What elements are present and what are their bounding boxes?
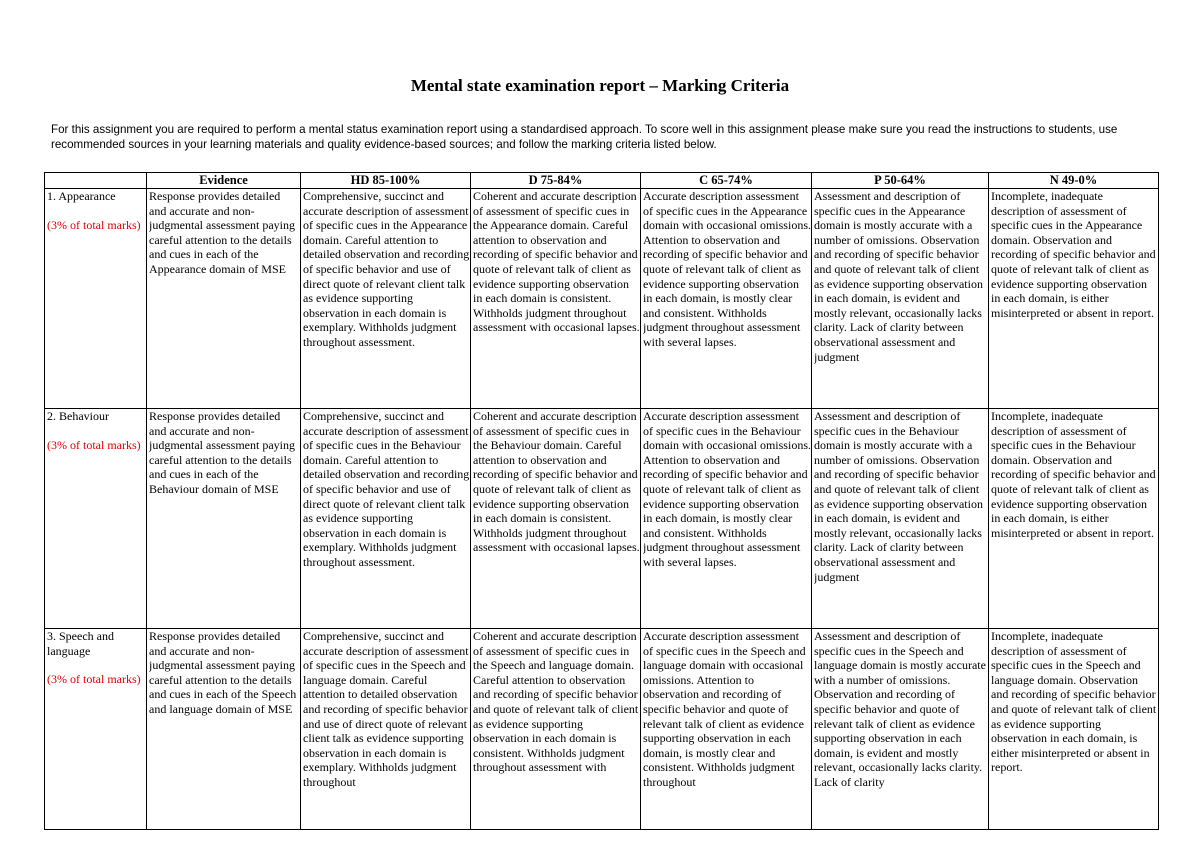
- marks-weight: (3% of total marks): [47, 217, 141, 232]
- d-cell: Coherent and accurate description of assessment of specific cues in the Behaviour domain. Careful attention to observation and recording of specific behavior and quote of relevant talk of client as evidence supporting observation in each domain is consistent. Withholds judgment throughout assessment with occasional lapses.: [471, 409, 641, 629]
- header-n: N 49-0%: [989, 173, 1159, 189]
- table-header-row: [45, 173, 1159, 189]
- d-cell: Coherent and accurate description of assessment of specific cues in the Speech and language domain. Careful attention to observation and recording of specific behavior and quote of relevant talk of client as evidence supporting observation in each domain is consistent. Withholds judgment throughout assessment with: [471, 629, 641, 830]
- n-cell: Incomplete, inadequate description of assessment of specific cues in the Speech and language domain. Observation and recording of specific behavior and quote of relevant talk of client as evidence supporting observation in each domain, is either misinterpreted or absent in report.: [989, 629, 1159, 830]
- criterion-cell: [45, 409, 147, 629]
- header-evidence: Evidence: [147, 173, 301, 189]
- evidence-cell: Response provides detailed and accurate and non-judgmental assessment paying careful attention to the details and cues in each of the Behaviour domain of MSE: [147, 409, 301, 629]
- table-row: [45, 629, 1159, 830]
- header-c: C 65-74%: [641, 173, 812, 189]
- document-title: Mental state examination report – Marking Criteria: [410, 76, 790, 95]
- marks-weight: (3% of total marks): [47, 437, 141, 452]
- header-hd: HD 85-100%: [301, 173, 471, 189]
- intro-paragraph: For this assignment you are required to perform a mental status examination report using a standardised approach. To score well in this assignment please make sure you read the instructions to students, use recommended sources in your learning materials and quality evidence-based sources; and follow the marking criteria listed below.: [51, 123, 1118, 151]
- header-d: D 75-84%: [471, 173, 641, 189]
- n-cell: Incomplete, inadequate description of assessment of specific cues in the Behaviour domain. Observation and recording of specific behavior and quote of relevant talk of client as evidence supporting observation in each domain, is either misinterpreted or absent in report.: [989, 409, 1159, 629]
- criterion-cell: [45, 629, 147, 830]
- marks-weight: (3% of total marks): [47, 672, 141, 687]
- criterion-label: 2. Behaviour: [47, 409, 109, 423]
- c-cell: Accurate description assessment of specific cues in the Behaviour domain with occasional omissions. Attention to observation and recording of specific behavior and quote of relevant talk of client as evidence supporting observation in each domain, is mostly clear and consistent. Withholds judgment throughout assessment with several lapses.: [641, 409, 812, 629]
- hd-cell: Comprehensive, succinct and accurate description of assessment of specific cues in the Behaviour domain. Careful attention to detailed observation and recording of specific behavior and use of direct quote of relevant client talk as evidence supporting observation in each domain is exemplary. Withholds judgment throughout assessment.: [301, 409, 471, 629]
- c-cell: Accurate description assessment of specific cues in the Appearance domain with occasional omissions. Attention to observation and recording of specific behavior and quote of relevant talk of client as evidence supporting observation in each domain, is mostly clear and consistent. Withholds judgment throughout assessment with several lapses.: [641, 189, 812, 409]
- table-row: [45, 409, 1159, 629]
- p-cell: Assessment and description of specific cues in the Appearance domain is mostly accurate with a number of omissions. Observation and recording of specific behavior and quote of relevant talk of client as evidence supporting observation in each domain, is evident and mostly relevant, occasionally lacks clarity. Lack of clarity between observational assessment and judgment: [812, 189, 989, 409]
- d-cell: Coherent and accurate description of assessment of specific cues in the Appearance domain. Careful attention to observation and recording of specific behavior and quote of relevant talk of client as evidence supporting observation in each domain is consistent. Withholds judgment throughout assessment with occasional lapses.: [471, 189, 641, 409]
- table-row: [45, 189, 1159, 409]
- criterion-label: 3. Speech and language: [47, 629, 114, 658]
- marking-criteria-table: [44, 172, 1159, 830]
- p-cell: Assessment and description of specific cues in the Behaviour domain is mostly accurate with a number of omissions. Observation and recording of specific behavior and quote of relevant talk of client as evidence supporting observation in each domain, is evident and mostly relevant, occasionally lacks clarity. Lack of clarity between observational assessment and judgment: [812, 409, 989, 629]
- header-p: P 50-64%: [812, 173, 989, 189]
- n-cell: Incomplete, inadequate description of assessment of specific cues in the Appearance domain. Observation and recording of specific behavior and quote of relevant talk of client as evidence supporting observation in each domain, is either misinterpreted or absent in report.: [989, 189, 1159, 409]
- header-criterion: [45, 173, 147, 189]
- hd-cell: Comprehensive, succinct and accurate description of assessment of specific cues in the Appearance domain. Careful attention to detailed observation and recording of specific behavior and use of direct quote of relevant client talk as evidence supporting observation in each domain is exemplary. Withholds judgment throughout assessment.: [301, 189, 471, 409]
- criterion-label: 1. Appearance: [47, 189, 116, 203]
- evidence-cell: Response provides detailed and accurate and non-judgmental assessment paying careful attention to the details and cues in each of the Speech and language domain of MSE: [147, 629, 301, 830]
- c-cell: Accurate description assessment of specific cues in the Speech and language domain with occasional omissions. Attention to observation and recording of specific behavior and quote of relevant talk of client as evidence supporting observation in each domain, is mostly clear and consistent. Withholds judgment throughout: [641, 629, 812, 830]
- criterion-cell: [45, 189, 147, 409]
- hd-cell: Comprehensive, succinct and accurate description of assessment of specific cues in the Speech and language domain. Careful attention to detailed observation and recording of specific behavior and use of direct quote of relevant client talk as evidence supporting observation in each domain is exemplary. Withholds judgment throughout: [301, 629, 471, 830]
- evidence-cell: Response provides detailed and accurate and non-judgmental assessment paying careful attention to the details and cues in each of the Appearance domain of MSE: [147, 189, 301, 409]
- p-cell: Assessment and description of specific cues in the Speech and language domain is mostly accurate with a number of omissions. Observation and recording of specific behavior and quote of relevant talk of client as evidence supporting observation in each domain, is evident and mostly relevant, occasionally lacks clarity. Lack of clarity: [812, 629, 989, 830]
